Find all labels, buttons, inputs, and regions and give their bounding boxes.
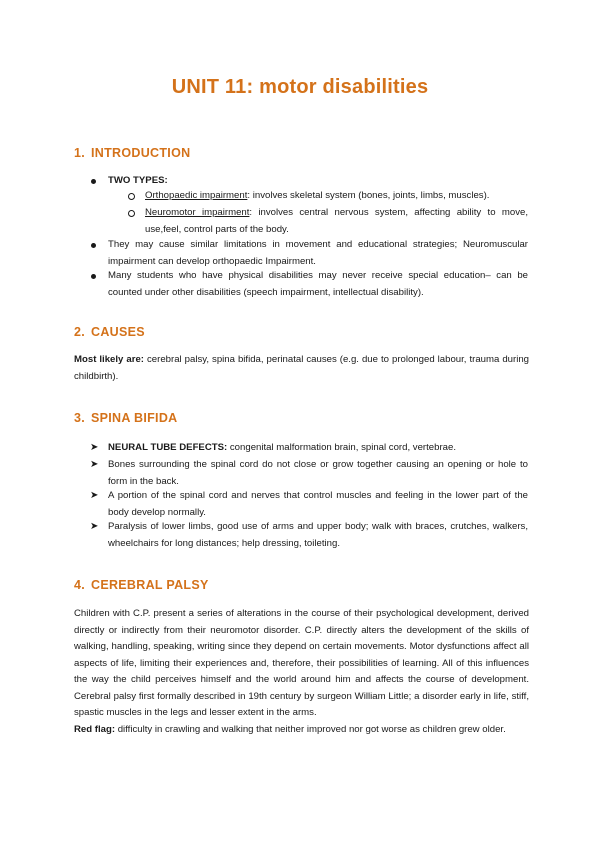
list-item-paralysis (90, 519, 528, 552)
neuromotor-term: Neuromotor impairment (145, 207, 250, 218)
list-item-neuromotor (128, 205, 528, 238)
arrow-bullet-icon: ➤ (90, 490, 99, 501)
section-number: 4. (74, 578, 86, 592)
list-item-limitations (90, 237, 528, 270)
section-heading-causes (74, 325, 145, 339)
section-heading-cerebral-palsy (74, 578, 209, 592)
paralysis-text: Paralysis of lower limbs, good use of arms and upper body; walk with braces, crutches, walkers, wheelchairs for long distances; help dressing, toileting. (108, 521, 528, 549)
neuromotor-description: : involves central nervous system, affecting ability to move, use,feel, control parts of the body. (145, 207, 528, 235)
arrow-bullet-icon: ➤ (90, 442, 99, 453)
section-title: CAUSES (91, 325, 145, 339)
section-number: 3. (74, 411, 86, 425)
neural-tube-lead: NEURAL TUBE DEFECTS: (108, 442, 228, 453)
bullet-ring-icon (128, 205, 135, 224)
two-types-colon: : (164, 175, 168, 186)
neural-tube-text: congenital malformation brain, spinal cord, vertebrae. (227, 442, 456, 453)
section-title: INTRODUCTION (91, 146, 191, 160)
causes-lead: Most likely are: (74, 354, 144, 365)
bullet-dot-icon (90, 268, 106, 286)
causes-paragraph (74, 352, 529, 385)
causes-text: cerebral palsy, spina bifida, perinatal causes (e.g. due to prolonged labour, trauma during childbirth). (74, 354, 529, 382)
two-types-label: TWO TYPES (108, 175, 165, 186)
list-item-neural-tube (90, 440, 528, 457)
red-flag-text: difficulty in crawling and walking that neither improved nor got worse as children grew older. (115, 723, 506, 735)
special-education-text: Many students who have physical disabilities may never receive special education– can be counted under other disabilities (speech impairment, intellectual disability). (108, 270, 528, 298)
list-item-bones (90, 457, 528, 490)
limitations-text: They may cause similar limitations in movement and educational strategies; Neuromuscular impairment can develop orthopaedic Impairment. (108, 239, 528, 267)
section-heading-spina-bifida (74, 411, 177, 425)
section-heading-introduction (74, 146, 190, 160)
page-title: UNIT 11: motor disabilities (171, 76, 429, 98)
list-item-special-education (90, 268, 528, 301)
section-title: CEREBRAL PALSY (91, 578, 209, 592)
orthopaedic-description: : involves skeletal system (bones, joints, limbs, muscles). (247, 190, 490, 201)
bullet-dot-icon (90, 237, 106, 255)
red-flag-lead: Red flag: (74, 723, 116, 735)
list-item-orthopaedic (128, 188, 528, 205)
bones-text: Bones surrounding the spinal cord do not close or grow together causing an opening or hole to form in the back. (108, 459, 528, 487)
section-number: 2. (74, 325, 86, 339)
arrow-bullet-icon: ➤ (90, 459, 99, 470)
bullet-ring-icon (128, 188, 135, 207)
cerebral-palsy-paragraph (74, 606, 529, 738)
section-title: SPINA BIFIDA (91, 411, 178, 425)
list-item-spinal-portion (90, 488, 528, 521)
orthopaedic-term: Orthopaedic impairment (145, 190, 248, 201)
cerebral-palsy-text: Children with C.P. present a series of alterations in the course of their psychological development, derived directly or indirectly from their neuromotor disorder. C.P. directly alters the development of the skills of walking, handling, speaking, writing since they depend on certain movements. Motor dysfunctions affect all aspects of life, limiting their experiences and, therefore, their possibilities of learning. All of this influences the way the child perceives himself and the world around him and affects the course of development. Cerebral palsy first formally described in 19th century by surgeon William Little; a disorder early in life, stiff, spastic muscles in the legs and lesser extent in the arms. (74, 608, 529, 718)
section-number: 1. (74, 146, 86, 160)
arrow-bullet-icon: ➤ (90, 521, 99, 532)
bullet-dot-icon (90, 173, 106, 191)
spinal-portion-text: A portion of the spinal cord and nerves that control muscles and feeling in the lower part of the body develop normally. (108, 490, 528, 518)
